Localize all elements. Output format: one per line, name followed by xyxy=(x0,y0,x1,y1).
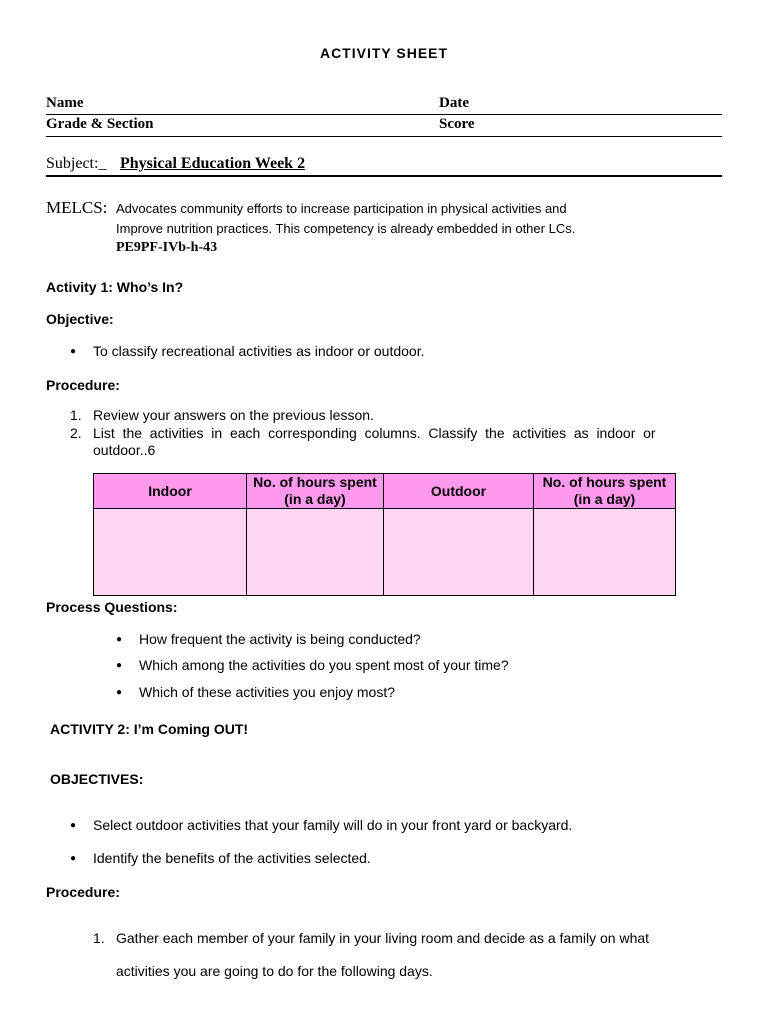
process-question-2: Which among the activities do you spent most of your time? xyxy=(139,657,509,673)
subject-rule xyxy=(46,175,722,177)
grade-score-rule xyxy=(46,136,722,137)
activity2-objectives-heading: OBJECTIVES: xyxy=(50,771,144,787)
process-questions-heading: Process Questions: xyxy=(46,599,178,615)
table-header-row xyxy=(94,474,676,509)
page-title: ACTIVITY SHEET xyxy=(319,45,449,61)
activity1-title: Activity 1: Who’s In? xyxy=(46,279,184,295)
activity1-step1-number: 1. xyxy=(70,407,82,423)
table-cell-indoor-hours[interactable] xyxy=(247,509,384,596)
activity-table xyxy=(93,473,676,596)
subject-label: Subject:_ xyxy=(46,155,107,172)
date-label: Date xyxy=(439,95,469,111)
melcs-label: MELCS: xyxy=(46,198,108,217)
process-question-3: Which of these activities you enjoy most? xyxy=(139,684,396,700)
table-cell-outdoor-hours[interactable] xyxy=(534,509,676,596)
subject-value: Physical Education Week 2 xyxy=(120,155,306,172)
table-header-outdoor: Outdoor xyxy=(384,474,534,509)
activity2-objective-1: Select outdoor activities that your family will do in your front yard or backyard. xyxy=(93,817,573,833)
score-label: Score xyxy=(439,116,475,132)
melcs-line-1: Advocates community efforts to increase participation in physical activities and xyxy=(116,201,567,216)
activity1-objective-heading: Objective: xyxy=(46,311,114,327)
grade-section-label: Grade & Section xyxy=(46,116,154,132)
activity1-objective: To classify recreational activities as indoor or outdoor. xyxy=(93,343,425,359)
bullet-icon: ● xyxy=(116,660,123,671)
activity2-step1-line-1: Gather each member of your family in your living room and decide as a family on what xyxy=(116,930,650,946)
table-header-indoor: Indoor xyxy=(94,474,247,509)
process-question-1: How frequent the activity is being conducted? xyxy=(139,631,421,647)
name-label: Name xyxy=(46,95,84,111)
bullet-icon: ● xyxy=(70,820,77,831)
bullet-icon: ● xyxy=(70,853,77,864)
activity2-objective-2: Identify the benefits of the activities selected. xyxy=(93,850,371,866)
activity1-step2-text: List the activities in each corresponding columns. Classify the activities as indoor or xyxy=(93,425,656,441)
bullet-icon: ● xyxy=(116,687,123,698)
activity2-step1-line-2: activities you are going to do for the following days. xyxy=(116,963,433,979)
table-cell-indoor[interactable] xyxy=(94,509,247,596)
table-header-indoor-hours: No. of hours spent (in a day) xyxy=(247,474,384,509)
activity1-step2-continuation: outdoor..6 xyxy=(93,442,156,458)
activity2-step1-number: 1. xyxy=(93,930,105,946)
melcs-line-2: Improve nutrition practices. This competency is already embedded in other LCs. xyxy=(116,221,576,236)
activity1-procedure-heading: Procedure: xyxy=(46,377,120,393)
activity1-step1-text: Review your answers on the previous lesson. xyxy=(93,407,374,423)
activity1-step2-number: 2. xyxy=(70,425,82,441)
activity2-procedure-heading: Procedure: xyxy=(46,884,120,900)
activity2-title: ACTIVITY 2: I’m Coming OUT! xyxy=(50,721,249,737)
table-row xyxy=(94,509,676,596)
bullet-icon: ● xyxy=(70,346,77,357)
bullet-icon: ● xyxy=(116,634,123,645)
melcs-code: PE9PF-IVb-h-43 xyxy=(116,240,218,255)
name-date-rule xyxy=(46,114,722,115)
table-header-outdoor-hours: No. of hours spent (in a day) xyxy=(534,474,676,509)
table-cell-outdoor[interactable] xyxy=(384,509,534,596)
